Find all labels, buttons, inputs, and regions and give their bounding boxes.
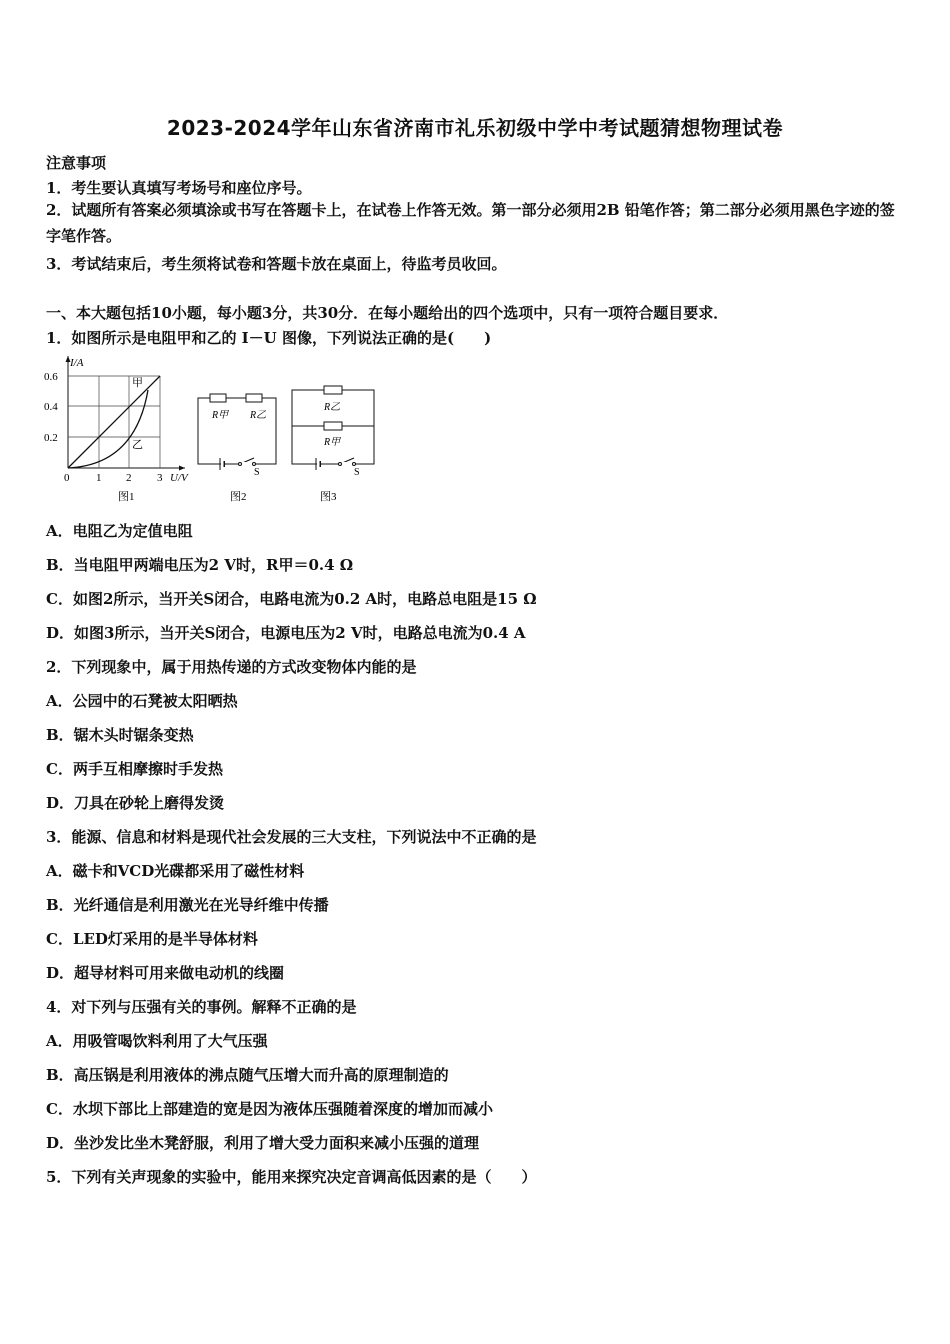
- question-1-option-b: B．当电阻甲两端电压为2 V时，R甲＝0.4 Ω: [46, 556, 354, 574]
- notes-item-1: 1．考生要认真填写考场号和座位序号。: [46, 179, 312, 197]
- y-tick-label: 0.6: [44, 371, 58, 383]
- question-3-option-b: B．光纤通信是利用激光在光导纤维中传播: [46, 896, 329, 914]
- question-4-option-d: D．坐沙发比坐木凳舒服，利用了增大受力面积来减小压强的道理: [46, 1134, 480, 1152]
- figures-svg: [40, 350, 400, 505]
- label-r-jia: R甲: [212, 410, 229, 421]
- question-4-stem: 4．对下列与压强有关的事例。解释不正确的是: [46, 998, 357, 1016]
- x-axis-label: U/V: [170, 472, 188, 484]
- x-axis-arrow: [179, 466, 185, 471]
- series-circuit: [198, 394, 276, 472]
- figure-2-caption: 图2: [230, 491, 247, 503]
- y-axis-label: I/A: [70, 357, 84, 369]
- section-intro: 一、本大题包括10小题，每小题3分，共30分．在每小题给出的四个选项中，只有一项符合题目要求．: [46, 304, 729, 322]
- label-r-yi: R乙: [250, 410, 267, 421]
- figure-1-caption: 图1: [118, 491, 135, 503]
- question-1-option-d: D．如图3所示，当开关S闭合，电源电压为2 V时，电路总电流为0.4 A: [46, 624, 526, 642]
- parallel-circuit: [292, 386, 374, 472]
- iu-graph: [44, 356, 189, 503]
- question-4-option-a: A．用吸管喝饮料利用了大气压强: [46, 1032, 268, 1050]
- page-title: 2023-2024学年山东省济南市礼乐初级中学中考试题猜想物理试卷: [166, 116, 784, 140]
- curve-jia-label: 甲: [132, 377, 143, 389]
- notes-heading: 注意事项: [46, 154, 107, 172]
- question-3-stem: 3．能源、信息和材料是现代社会发展的三大支柱，下列说法中不正确的是: [46, 828, 537, 846]
- question-3-option-c: C．LED灯采用的是半导体材料: [46, 930, 258, 948]
- y-tick-label: 0.4: [44, 401, 58, 413]
- x-tick-label: 2: [126, 472, 132, 484]
- question-1-stem: 1．如图所示是电阻甲和乙的 I－U 图像，下列说法正确的是( ): [46, 329, 492, 347]
- question-2-option-a: A．公园中的石凳被太阳晒热: [46, 692, 238, 710]
- label-r-jia-parallel: R甲: [324, 437, 341, 448]
- question-1-figures: [40, 350, 400, 509]
- curve-jia-line: [68, 376, 160, 468]
- question-5-stem: 5．下列有关声现象的实验中，能用来探究决定音调高低因素的是（ ）: [46, 1168, 537, 1186]
- figure-3-caption: 图3: [320, 491, 337, 503]
- question-2-stem: 2．下列现象中，属于用热传递的方式改变物体内能的是: [46, 658, 417, 676]
- question-2-option-b: B．锯木头时锯条变热: [46, 726, 194, 744]
- question-1-option-c: C．如图2所示，当开关S闭合，电路电流为0.2 A时，电路总电阻是15 Ω: [46, 590, 537, 608]
- question-3-option-d: D．超导材料可用来做电动机的线圈: [46, 964, 285, 982]
- label-r-yi-parallel: R乙: [324, 402, 341, 413]
- curve-yi-label: 乙: [132, 439, 143, 451]
- notes-item-3: 3．考试结束后，考生须将试卷和答题卡放在桌面上，待监考员收回。: [46, 255, 507, 273]
- question-4-option-c: C．水坝下部比上部建造的宽是因为液体压强随着深度的增加而减小: [46, 1100, 493, 1118]
- y-tick-label: 0.2: [44, 432, 58, 444]
- x-tick-label: 1: [96, 472, 102, 484]
- notes-item-2: 2．试题所有答案必须填涂或书写在答题卡上，在试卷上作答无效。第一部分必须用2B 铅笔作答；第二部分必须用黑色字迹的签字笔作答。: [46, 201, 895, 245]
- question-1-option-a: A．电阻乙为定值电阻: [46, 522, 193, 540]
- question-4-option-b: B．高压锅是利用液体的沸点随气压增大而升高的原理制造的: [46, 1066, 449, 1084]
- x-tick-label: 0: [64, 472, 70, 484]
- label-switch-parallel: S: [354, 467, 360, 478]
- question-2-option-c: C．两手互相摩擦时手发热: [46, 760, 223, 778]
- question-3-option-a: A．磁卡和VCD光碟都采用了磁性材料: [46, 862, 305, 880]
- x-tick-label: 3: [157, 472, 163, 484]
- question-2-option-d: D．刀具在砂轮上磨得发烫: [46, 794, 225, 812]
- label-switch: S: [254, 467, 260, 478]
